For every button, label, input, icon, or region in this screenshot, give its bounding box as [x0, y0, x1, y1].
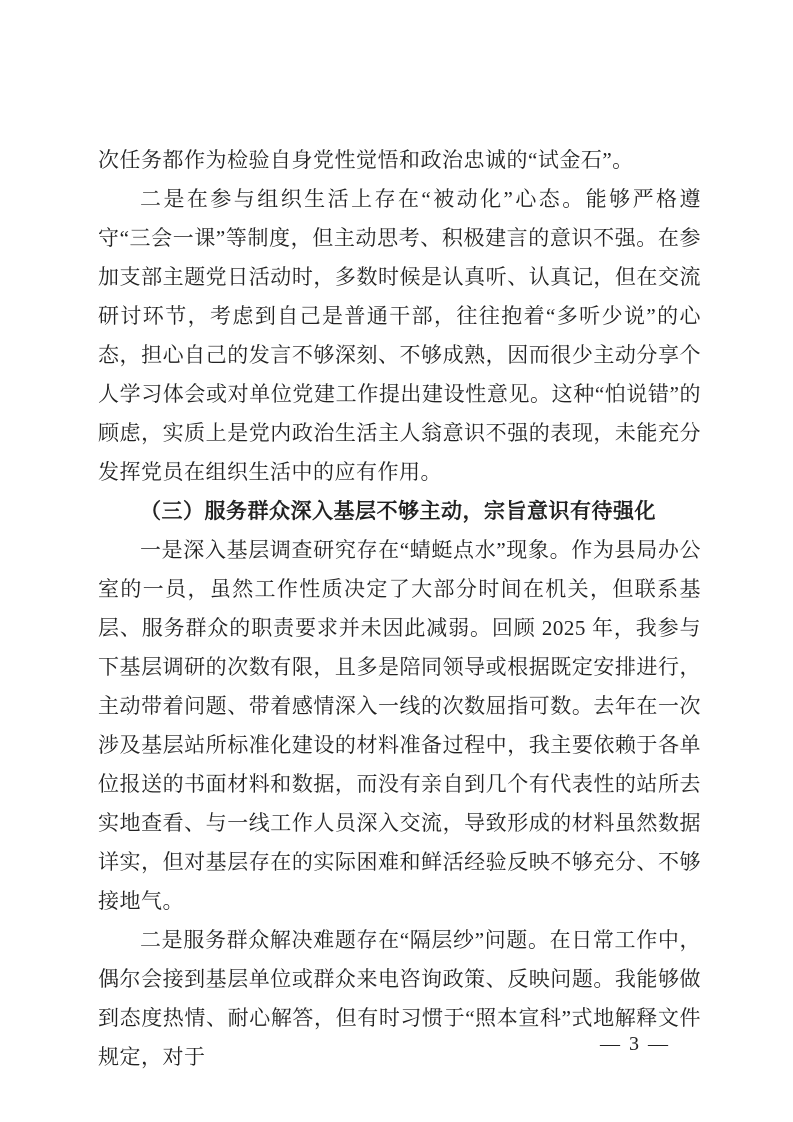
paragraph: 二是在参与组织生活上存在“被动化”心态。能够严格遵守“三会一课”等制度，但主动思考、积极建言的意识不强。在参加支部主题党日活动时，多数时候是认真听、认真记，但在交流研讨环节，考虑到自己是普通干部，往往抱着“多听少说”的心态，担心自己的发言不够深刻、不够成熟，因而很少主动分享个人学习体会或对单位党建工作提出建设性意见。这种“怕说错”的顾虑，实质上是党内政治生活主人翁意识不强的表现，未能充分发挥党员在组织生活中的应有作用。 [98, 187, 701, 484]
page-number: — 3 — [600, 1033, 670, 1055]
paragraph: 二是服务群众解决难题存在“隔层纱”问题。在日常工作中，偶尔会接到基层单位或群众来电咨询政策、反映问题。我能够做到态度热情、耐心解答，但有时习惯于“照本宣科”式地解释文件规定，对于 [98, 928, 701, 1069]
document-body [98, 141, 701, 1077]
paragraph: 一是深入基层调查研究存在“蜻蜓点水”现象。作为县局办公室的一员，虽然工作性质决定了大部分时间在机关，但联系基层、服务群众的职责要求并未因此减弱。回顾 2025 年，我参与下基层调研的次数有限，且多是陪同领导或根据既定安排进行，主动带着问题、带着感情深入一线的次数屈指可数。去年在一次涉及基层站所标准化建设的材料准备过程中，我主要依赖于各单位报送的书面材料和数据，而没有亲自到几个有代表性的站所去实地查看、与一线工作人员深入交流，导致形成的材料虽然数据详实，但对基层存在的实际困难和鲜活经验反映不够充分、不够接地气。 [98, 538, 701, 913]
section-heading: （三）服务群众深入基层不够主动，宗旨意识有待强化 [140, 499, 656, 523]
paragraph-continuation: 次任务都作为检验自身党性觉悟和政治忠诚的“试金石”。 [98, 148, 634, 172]
